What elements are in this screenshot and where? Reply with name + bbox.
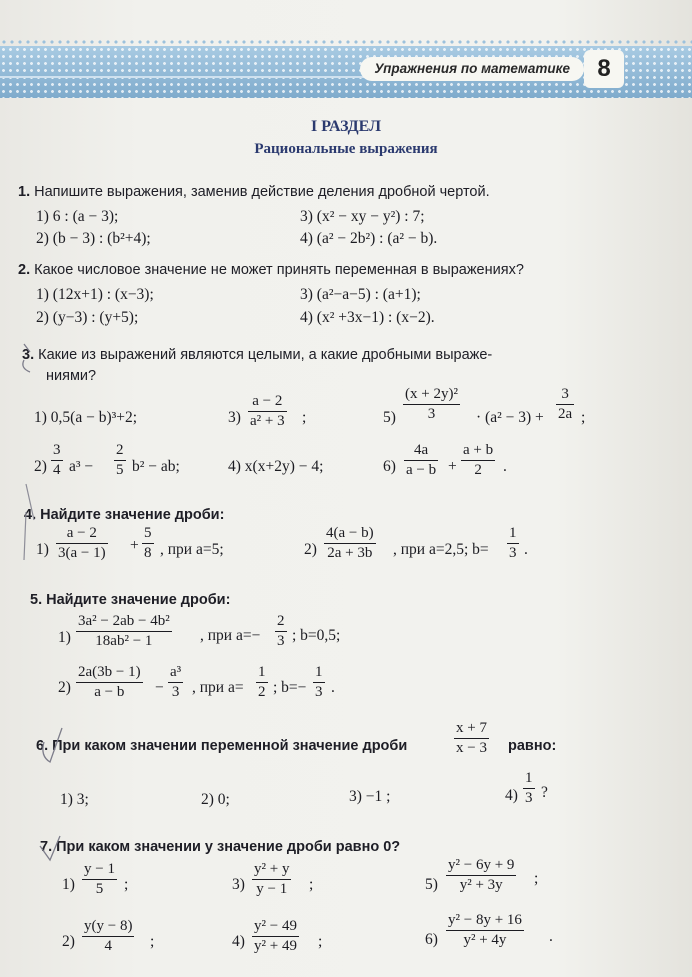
ex3-option-2-label: 2) [34,458,47,475]
plus-sign: + [448,458,457,475]
fraction-numerator: a − 2 [56,525,108,544]
ex5-option-2-label: 2) [58,679,71,696]
ex7-option-6-label: 6) [425,931,438,948]
punctuation: . [503,458,507,475]
exercise-text: При каком значении переменной значение дроби [52,738,408,754]
punctuation: ; [150,933,155,950]
ex3-option-2-middle: a³ − [69,458,94,475]
fraction-denominator: y² + 49 [254,938,297,954]
ex4-option-1-label: 1) [36,541,49,558]
plus-sign: + [130,537,139,554]
ex3-option-1: 1) 0,5(a − b)³+2; [34,409,138,426]
fraction-numerator: y − 1 [82,861,117,880]
fraction-numerator: 2 [275,613,287,632]
fraction-denominator: 8 [144,545,152,561]
fraction-numerator: x + 7 [454,720,489,739]
fraction-numerator: 3 [51,442,63,461]
fraction-denominator: 3 [525,790,533,806]
ex1-option-4: 4) (a² − 2b²) : (a² − b). [300,230,438,247]
page-number: 8 [584,50,624,88]
punctuation: . [549,928,553,945]
exercise-6-prompt-end: равно: [508,738,557,754]
ex2-option-4: 4) (x² +3x−1) : (x−2). [300,309,435,326]
ex3-option-5-middle: · (a² − 3) + [476,409,544,426]
ex2-option-2: 2) (y−3) : (y+5); [36,309,139,326]
fraction-denominator: 18ab² − 1 [95,633,153,649]
fraction-numerator: 5 [142,525,154,544]
pencil-mark-7 [40,836,60,860]
fraction-numerator: y² + y [252,861,291,880]
fraction-numerator: 4(a − b) [324,525,376,544]
fraction-numerator: (x + 2y)² [403,386,460,405]
ex7-option-5-label: 5) [425,876,438,893]
ex3-option-2-end: b² − ab; [132,458,180,475]
exercise-text: Напишите выражения, заменив действие деления дробной чертой. [34,184,490,200]
fraction-numerator: 2 [114,442,126,461]
ex1-option-3: 3) (x² − xy − y²) : 7; [300,208,425,225]
pencil-mark-4 [24,484,37,560]
fraction-denominator: 3 [427,406,436,422]
ex6-option-4-label: 4) [505,787,518,804]
ex3-option-4: 4) x(x+2y) − 4; [228,458,324,475]
ex4-option-2-condition: , при a=2,5; b= [393,541,489,558]
fraction-denominator: 3(a − 1) [58,545,106,561]
fraction-denominator: 2a + 3b [327,545,373,561]
fraction-denominator: a² + 3 [250,413,285,429]
punctuation: ; [124,876,129,893]
punctuation: . [331,679,335,696]
ex7-option-1-label: 1) [62,876,75,893]
fraction-denominator: 5 [95,881,104,897]
ex3-option-3-label: 3) [228,409,241,426]
fraction-numerator: 1 [507,525,519,544]
exercise-text: Найдите значение дроби: [40,507,225,523]
fraction-denominator: 2 [258,684,266,700]
ex2-option-3: 3) (a²−a−5) : (a+1); [300,286,421,303]
fraction-denominator: 4 [104,938,112,954]
fraction-numerator: 1 [313,664,325,683]
fraction-numerator: y² − 8y + 16 [446,912,524,931]
ex5-option-2-middle: ; b=− [273,679,307,696]
fraction-numerator: 4a [404,442,438,461]
punctuation: ; [581,409,586,426]
exercise-text: При каком значении y значение дроби равно 0? [56,839,401,855]
fraction-numerator: 1 [256,664,268,683]
fraction-denominator: 3 [171,684,180,700]
ex6-option-2: 2) 0; [201,791,230,808]
ex5-option-1-condition: , при a=− [200,627,261,644]
section-title: I РАЗДЕЛ [311,118,381,135]
fraction-denominator: 5 [116,462,124,478]
exercise-number: 6. [36,738,49,754]
ex3-option-5-label: 5) [383,409,396,426]
ex7-option-2-label: 2) [62,933,75,950]
fraction-denominator: 2 [474,462,482,478]
fraction-numerator: 2a(3b − 1) [76,664,143,683]
fraction-denominator: 4 [53,462,61,478]
ex3-option-6-label: 6) [383,458,396,475]
fraction-denominator: 3 [277,633,285,649]
fraction-denominator: y² + 3y [459,877,503,893]
ex7-option-3-label: 3) [232,876,245,893]
pencil-mark-3 [23,344,30,372]
punctuation: ; [309,876,314,893]
exercise-3-prompt-cont: ниями? [46,368,97,384]
fraction-numerator: 3 [556,386,574,405]
exercise-number: 4. [24,507,37,523]
fraction-denominator: y − 1 [256,881,288,897]
fraction-numerator: a³ [168,664,183,683]
exercise-text: Какое числовое значение не может принять переменная в выражениях? [34,262,524,278]
minus-sign: − [155,679,164,696]
ex1-option-2: 2) (b − 3) : (b²+4); [36,230,151,247]
fraction-numerator: y(y − 8) [82,918,134,937]
exercise-number: 5. [30,592,43,608]
ex6-option-1: 1) 3; [60,791,89,808]
fraction-denominator: y² + 4y [463,932,507,948]
pencil-mark-6 [43,728,62,762]
fraction-denominator: a − b [94,684,125,700]
fraction-numerator: y² − 49 [252,918,299,937]
fraction-denominator: x − 3 [456,740,487,756]
header-label: Упражнения по математике [360,57,584,81]
punctuation: ; [302,409,307,426]
exercise-text: Найдите значение дроби: [46,592,231,608]
exercise-number: 1. [18,184,31,200]
ex6-option-3: 3) −1 ; [349,788,391,805]
ex2-option-1: 1) (12x+1) : (x−3); [36,286,154,303]
punctuation: ; [534,870,539,887]
ex5-option-2-condition: , при a= [192,679,244,696]
punctuation: . [524,541,528,558]
fraction-denominator: 3 [509,545,517,561]
fraction-numerator: a − 2 [248,393,287,412]
fraction-numerator: a + b [461,442,495,461]
fraction-denominator: a − b [406,462,437,478]
ex5-option-1-label: 1) [58,629,71,646]
question-mark: ? [541,784,548,801]
ex5-option-1-end: ; b=0,5; [292,627,341,644]
ex4-option-1-condition: , при a=5; [160,541,224,558]
fraction-denominator: 3 [315,684,323,700]
section-subtitle: Рациональные выражения [254,141,438,157]
punctuation: ; [318,933,323,950]
ex1-option-1: 1) 6 : (a − 3); [36,208,119,225]
exercise-text: Какие из выражений являются целыми, а какие дробными выраже- [38,347,493,363]
ex7-option-4-label: 4) [232,933,245,950]
exercise-number: 7. [40,839,53,855]
fraction-numerator: y² − 6y + 9 [446,857,516,876]
fraction-numerator: 3a² − 2ab − 4b² [76,613,172,632]
fraction-numerator: 1 [523,770,535,789]
ex4-option-2-label: 2) [304,541,317,558]
exercise-number: 3. [22,347,35,363]
exercise-number: 2. [18,262,31,278]
fraction-denominator: 2a [558,406,573,422]
